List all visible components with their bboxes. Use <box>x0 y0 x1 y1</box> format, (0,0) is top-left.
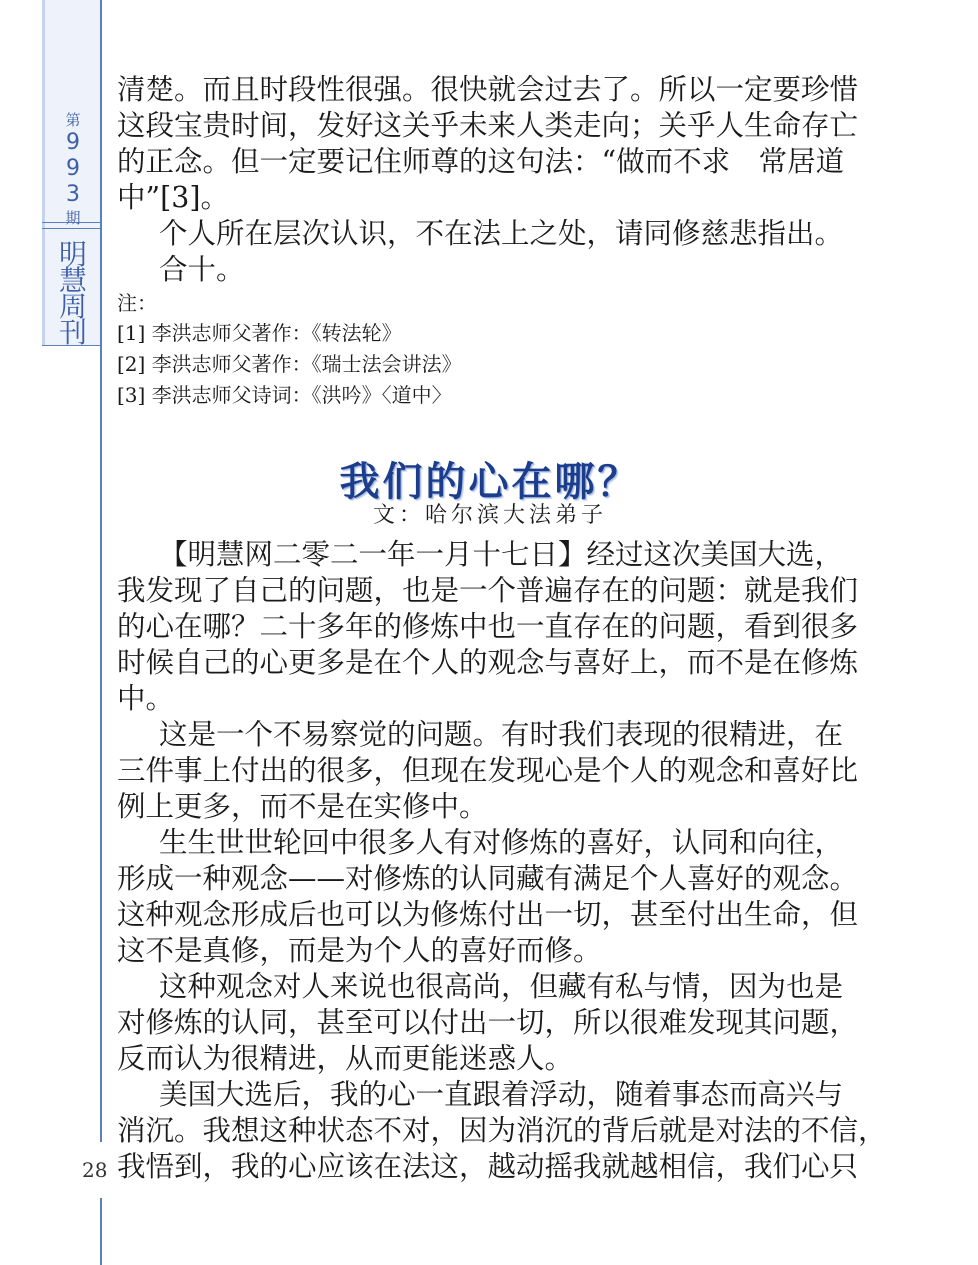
text-line: 这种观念形成后也可以为修炼付出一切，甚至付出生命，但 <box>117 898 859 931</box>
journal-char: 慧 <box>58 264 87 297</box>
text-line: 形成一种观念——对修炼的认同藏有满足个人喜好的观念。 <box>117 862 859 895</box>
closing-line: 个人所在层次认识，不在法上之处，请同修慈悲指出。 <box>159 217 844 250</box>
journal-char: 明 <box>58 238 87 271</box>
text-line: 三件事上付出的很多，但现在发现心是个人的观念和喜好比 <box>117 754 859 787</box>
page-number: 28 <box>82 1158 108 1182</box>
article-body <box>117 537 887 1185</box>
text-line: 中”[3]。 <box>117 181 229 214</box>
text-line: 我悟到，我的心应该在法这，越动摇我就越相信，我们心只 <box>117 1150 859 1183</box>
side-tab <box>42 0 100 349</box>
article-title: 我们的心在哪？ <box>339 459 641 505</box>
text-line: 这段宝贵时间，发好这关乎未来人类走向；关乎人生命存亡 <box>117 109 859 142</box>
text-line: 的正念。但一定要记住师尊的这句法：“做而不求 常居道 <box>117 145 845 178</box>
issue-digit: 9 <box>66 156 80 181</box>
text-line: 这种观念对人来说也很高尚，但藏有私与情，因为也是 <box>159 970 844 1003</box>
text-line: 清楚。而且时段性很强。很快就会过去了。所以一定要珍惜 <box>117 73 859 106</box>
journal-char: 刊 <box>58 316 87 349</box>
side-tab-edge <box>42 0 45 346</box>
note-item: [2] 李洪志师父著作：《瑞士法会讲法》 <box>117 352 462 376</box>
text-line: 生生世世轮回中很多人有对修炼的喜好，认同和向往， <box>159 826 844 859</box>
issue-label <box>46 110 100 228</box>
text-line: 对修炼的认同，甚至可以付出一切，所以很难发现其问题， <box>117 1006 859 1039</box>
text-line: 中。 <box>117 682 175 715</box>
journal-char: 周 <box>58 290 87 323</box>
text-line: 美国大选后，我的心一直跟着浮动，随着事态而高兴与 <box>159 1078 844 1111</box>
journal-name <box>46 238 100 349</box>
side-tab-divider-bottom <box>42 228 100 229</box>
prev-article-body <box>117 72 863 411</box>
issue-suffix: 期 <box>65 209 81 227</box>
text-line: 例上更多，而不是在实修中。 <box>117 790 488 823</box>
text-line: 时候自己的心更多是在个人的观念与喜好上，而不是在修炼 <box>117 646 859 679</box>
closing-line: 合十。 <box>159 253 245 286</box>
text-line: 我发现了自己的问题，也是一个普遍存在的问题：就是我们 <box>117 574 859 607</box>
issue-prefix: 第 <box>65 111 81 129</box>
text-line: 消沉。我想这种状态不对，因为消沉的背后就是对法的不信， <box>117 1114 887 1147</box>
margin-rule <box>100 0 102 1265</box>
text-line: 这不是真修，而是为个人的喜好而修。 <box>117 934 602 967</box>
article-byline: 文：哈尔滨大法弟子 <box>372 503 607 528</box>
text-line: 反而认为很精进，从而更能迷惑人。 <box>117 1042 574 1075</box>
text-line: 这是一个不易察觉的问题。有时我们表现的很精进，在 <box>159 718 844 751</box>
notes-heading: 注： <box>117 291 157 315</box>
issue-digit: 9 <box>66 130 80 155</box>
text-line: 【明慧网二零二一年一月十七日】经过这次美国大选， <box>159 538 844 571</box>
issue-digit: 3 <box>66 182 80 207</box>
note-item: [3] 李洪志师父诗词：《洪吟》〈道中〉 <box>117 383 452 407</box>
note-item: [1] 李洪志师父著作：《转法轮》 <box>117 321 402 345</box>
text-line: 的心在哪？二十多年的修炼中也一直存在的问题，看到很多 <box>117 610 859 643</box>
